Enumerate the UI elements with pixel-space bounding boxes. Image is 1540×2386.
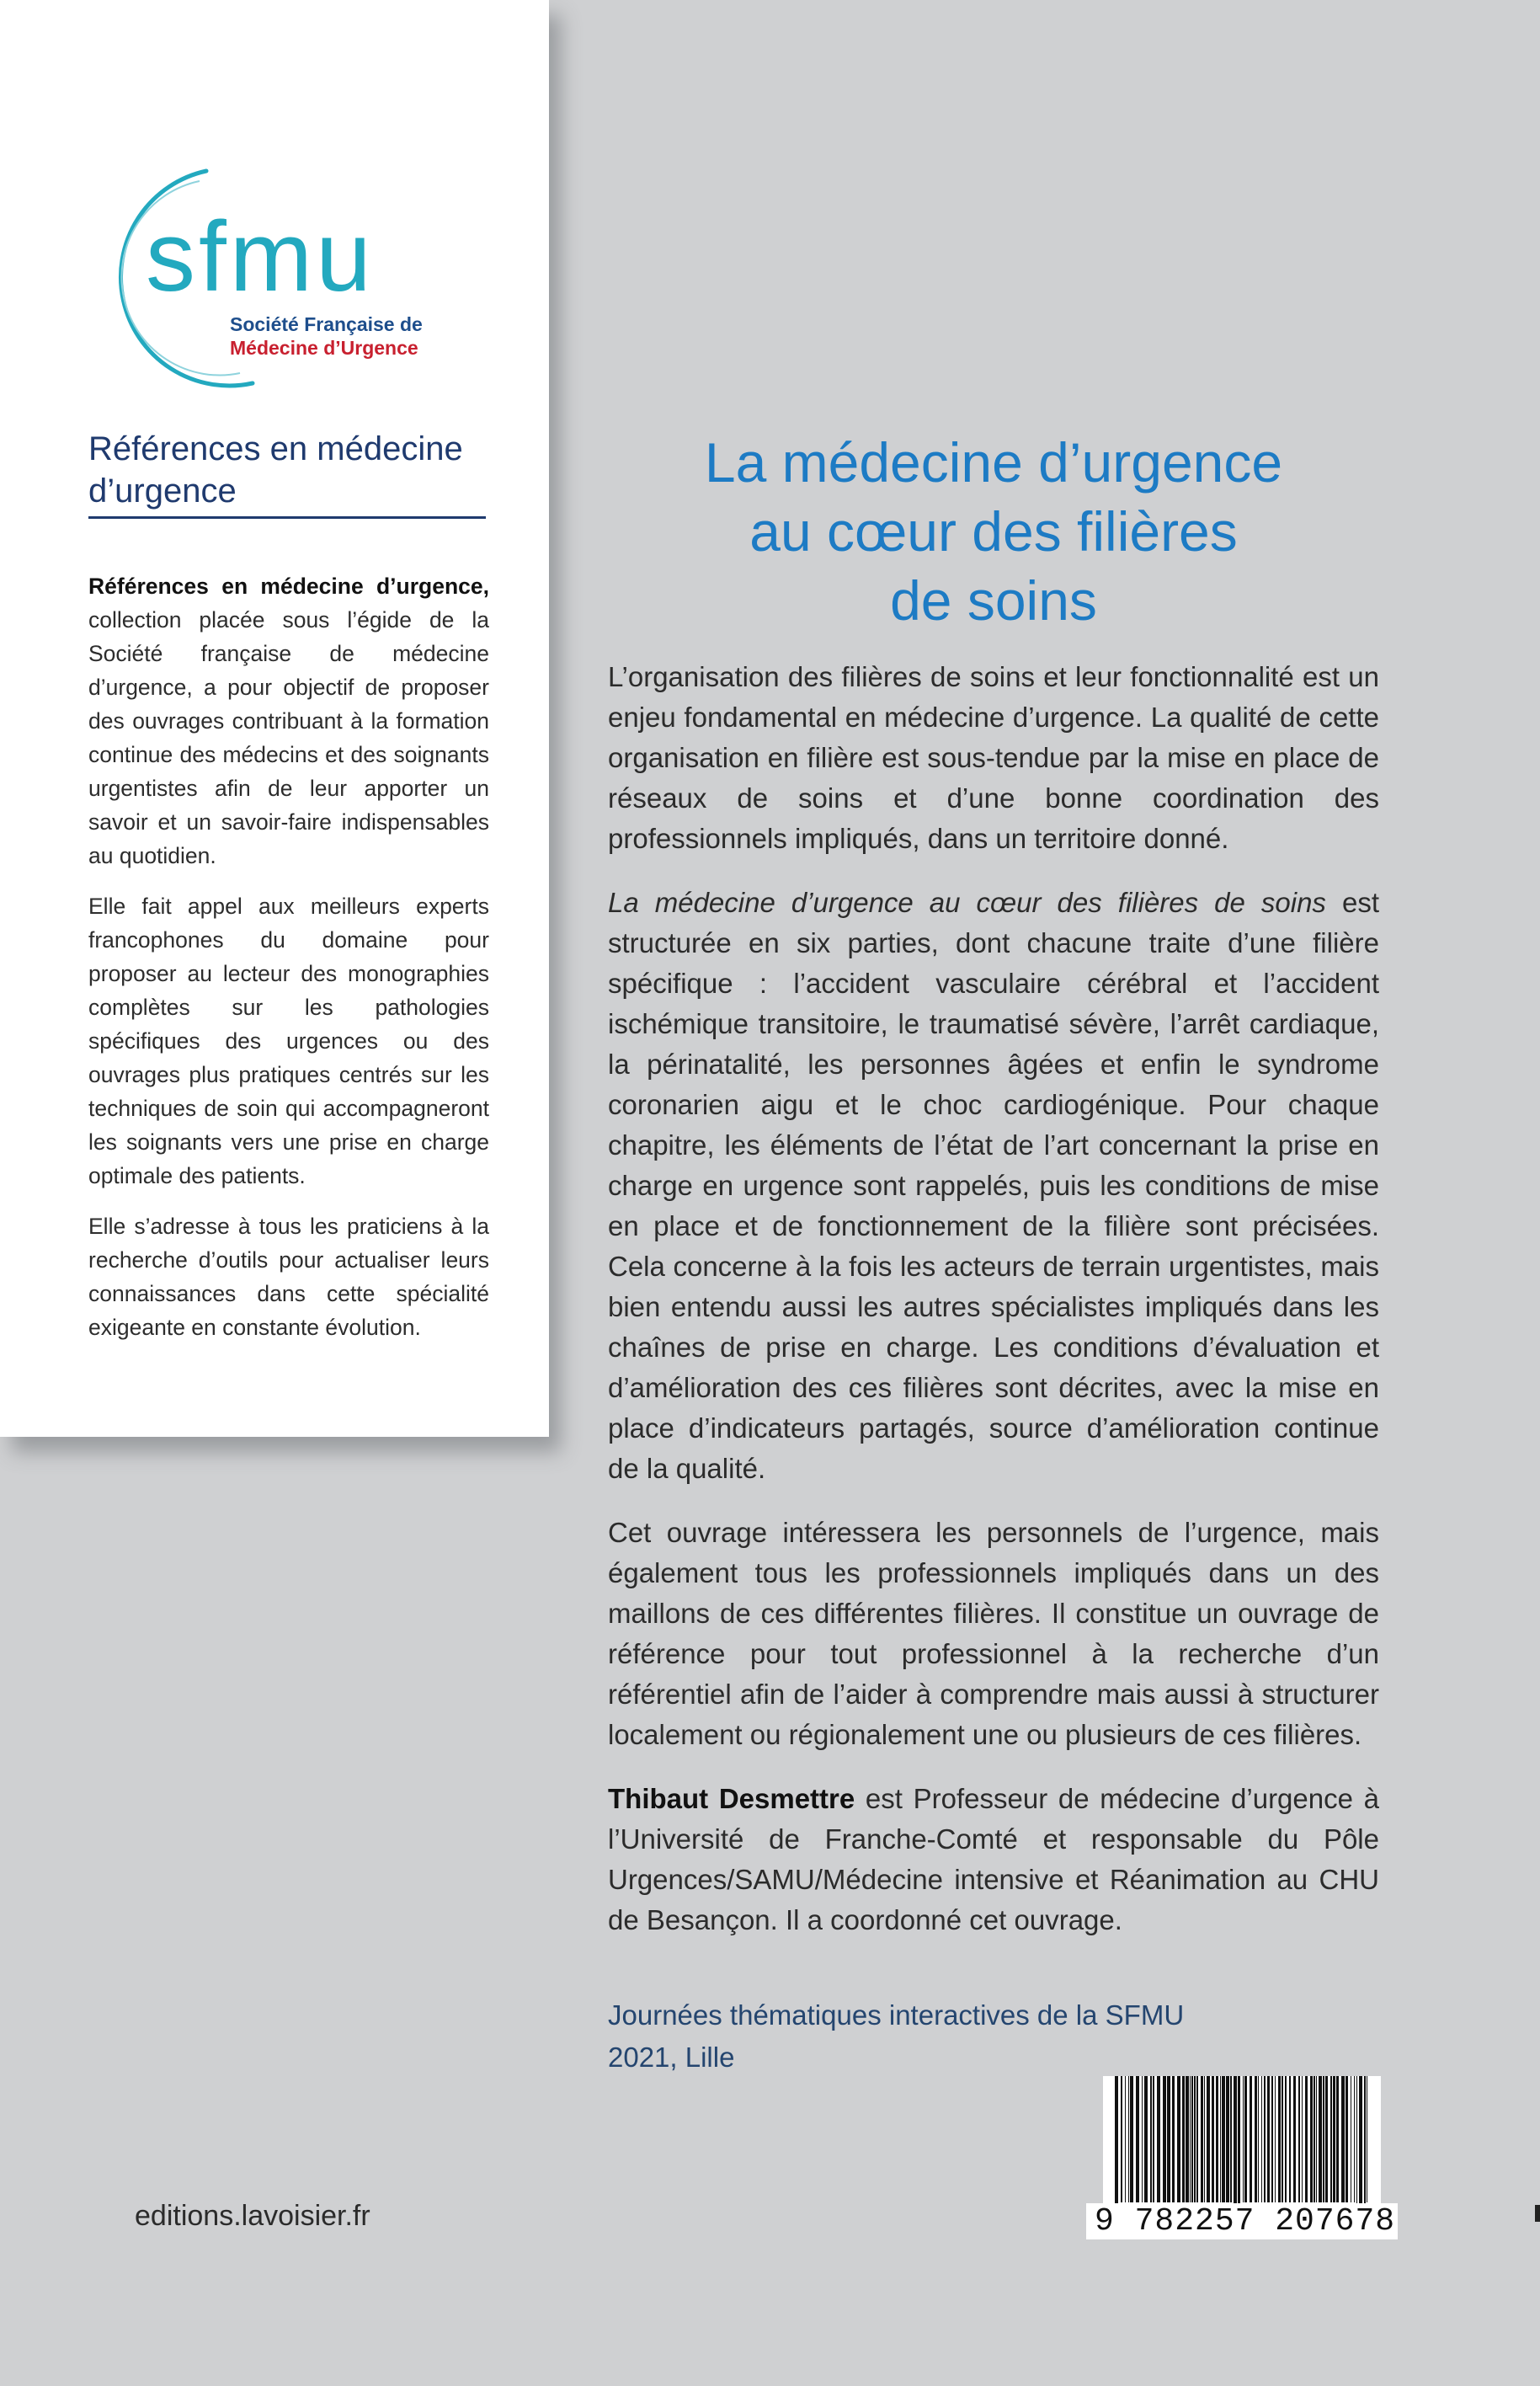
barcode-bar: [1150, 2076, 1152, 2202]
barcode-bar: [1153, 2076, 1154, 2202]
barcode-bar: [1298, 2076, 1300, 2202]
description-paragraph-2: [608, 883, 1379, 1489]
barcode-bar: [1333, 2076, 1335, 2202]
description-paragraph-1: L’organisation des filières de soins et leur fonctionnalité est un enjeu fondamental en médecine d’urgence. La qualité de cette organisation en filière est sous-tendue par la mise en place de réseaux de soins et d’une bonne coordination des professionnels impliqués, dans un territoire donné.: [608, 661, 1379, 854]
collection-name-bold: Références en médecine d’urgence,: [88, 574, 489, 599]
author-bio: [608, 1779, 1379, 1940]
barcode-bar: [1243, 2076, 1244, 2202]
barcode-bar: [1271, 2076, 1273, 2202]
collection-paragraph-2: Elle fait appel aux meilleurs experts francophones du domaine pour proposer au lecteur des monographies complètes sur les pathologies spécifiques des urgences ou des ouvrages plus pratiques centrés sur les techniques de soin qui accompagneront les soignants vers une prise en charge optimale des patients.: [88, 894, 489, 1188]
book-title: [589, 428, 1398, 635]
description-paragraph-3: Cet ouvrage intéressera les personnels de l’urgence, mais également tous les professionnels impliqués dans un des maillons de ces différentes filières. Il constitue un ouvrage de référence pour tout professionnel à la recherche d’un référentiel afin de l’aider à comprendre mais aussi à structurer localement ou régionalement une ou plusieurs de ces filières.: [608, 1517, 1379, 1750]
collection-paragraph-1-text: collection placée sous l’égide de la Société française de médecine d’urgence, a pour objectif de proposer des ouvrages contribuant à la formation continue des médecins et des soignants urgentistes afin de leur apporter un savoir et un savoir-faire indispensables au quotidien.: [88, 607, 489, 868]
author-name: Thibaut Desmettre: [608, 1783, 855, 1814]
barcode-bar: [1316, 2076, 1317, 2202]
barcode-bar: [1144, 2076, 1148, 2202]
barcode-bar: [1302, 2076, 1303, 2202]
barcode-bar: [1220, 2076, 1221, 2202]
barcode-bar: [1182, 2076, 1185, 2202]
barcode-bar: [1177, 2076, 1180, 2202]
barcode-bar: [1142, 2076, 1143, 2202]
barcode-bar: [1330, 2076, 1332, 2202]
book-description: [608, 657, 1379, 1964]
book-title-line-1: La médecine d’urgence: [704, 431, 1283, 494]
book-title-line-2: au cœur des filières: [749, 500, 1238, 563]
barcode-bar: [1204, 2076, 1205, 2202]
barcode-bar: [1314, 2076, 1315, 2202]
barcode-bar: [1172, 2076, 1175, 2202]
barcode-bar: [1244, 2076, 1247, 2202]
barcode-bar: [1121, 2076, 1122, 2202]
barcode-bar: [1216, 2076, 1218, 2202]
collection-paragraph-3: Elle s’adresse à tous les praticiens à la recherche d’outils pour actualiser leurs connaissances dans cette spécialité exigeante en constante évolution.: [88, 1214, 489, 1340]
barcode-bar: [1191, 2076, 1193, 2202]
barcode-bar: [1230, 2076, 1232, 2202]
barcode-bar: [1346, 2076, 1348, 2202]
barcode-bar: [1157, 2076, 1160, 2202]
book-title-line-3: de soins: [890, 569, 1097, 632]
event-line-2: 2021, Lille: [608, 2042, 735, 2073]
collection-paragraph-1: [88, 569, 489, 873]
event-line-1: Journées thématiques interactives de la SFMU: [608, 1999, 1185, 2031]
barcode-bar: [1341, 2076, 1345, 2202]
barcode-bar: [1250, 2076, 1252, 2202]
logo-line1: Société Française de: [230, 313, 423, 335]
barcode-bar: [1226, 2076, 1229, 2202]
barcode-bar: [1278, 2076, 1281, 2202]
barcode-bar: [1130, 2076, 1133, 2202]
barcode-bar: [1305, 2076, 1308, 2202]
barcode-bar: [1267, 2076, 1270, 2202]
barcode-bar: [1293, 2076, 1296, 2202]
barcode-bar: [1167, 2076, 1170, 2202]
barcode-bar: [1275, 2076, 1276, 2202]
barcode-bar: [1163, 2076, 1166, 2202]
collection-description: [88, 569, 489, 1361]
barcode-bar: [1128, 2076, 1129, 2202]
barcode-bar: [1261, 2076, 1262, 2202]
publisher-website: editions.lavoisier.fr: [135, 2200, 370, 2232]
barcode-bar: [1212, 2076, 1214, 2202]
barcode-bar: [1258, 2076, 1259, 2202]
book-title-italic: La médecine d’urgence au cœur des filières de soins: [608, 887, 1326, 918]
description-paragraph-2-text: est structurée en six parties, dont chacune traite d’une filière spécifique : l’accident vasculaire cérébral et l’accident ischémique transitoire, le traumatisé sévère, l’arrêt cardiaque, la périnatalité, les personnes âgées et enfin le syndrome coronarien aigu et le choc cardiogénique. Pour chaque chapitre, les éléments de l’état de l’art concernant la prise en charge en urgence sont rappelés, puis les conditions de mise en place et de fonctionnement de la filière sont précisées. Cela concerne à la fois les acteurs de terrain urgentistes, mais bien entendu aussi les autres spécialistes impliqués dans les chaînes de prise en charge. Les conditions d’évaluation et d’amélioration des ces filières sont décrites, avec la mise en place d’indicateurs partagés, source d’amélioration continue de la qualité.: [608, 887, 1379, 1484]
barcode-bar: [1336, 2076, 1339, 2202]
barcode-bar: [1289, 2076, 1291, 2202]
barcode-bar: [1319, 2076, 1322, 2202]
barcode-bar: [1264, 2076, 1266, 2202]
barcode-bar: [1136, 2076, 1139, 2202]
collection-title: Références en médecine d’urgence: [88, 430, 463, 510]
author-bio-text: est Professeur de médecine d’urgence à l’Université de Franche-Comté et responsable du Pôle Urgences/SAMU/Médecine intensive et Réanimation au CHU de Besançon. Il a coordonné cet ouvrage.: [608, 1783, 1380, 1935]
barcode-bar: [1354, 2076, 1355, 2202]
logo-line2: Médecine d’Urgence: [230, 337, 418, 359]
crop-mark: [1535, 2205, 1540, 2222]
barcode-bar: [1201, 2076, 1203, 2202]
barcode-bar: [1194, 2076, 1196, 2202]
barcode-bar: [1207, 2076, 1210, 2202]
barcode-bar: [1222, 2076, 1225, 2202]
barcode-bar: [1125, 2076, 1126, 2202]
sfmu-logo-graphic: [105, 156, 476, 400]
barcode-bar: [1325, 2076, 1328, 2202]
barcode-bar: [1310, 2076, 1313, 2202]
sfmu-logo: [105, 156, 476, 400]
barcode-bar: [1190, 2076, 1191, 2202]
isbn-number: 9 782257 207678: [1086, 2203, 1398, 2239]
barcode-bar: [1323, 2076, 1324, 2202]
svg-text:sfmu: sfmu: [146, 201, 375, 312]
barcode-bar: [1282, 2076, 1283, 2202]
barcode-bar: [1196, 2076, 1198, 2202]
event-info: [608, 1994, 1282, 2079]
barcode-bar: [1285, 2076, 1287, 2202]
barcode-bar: [1255, 2076, 1257, 2202]
barcode-bar: [1186, 2076, 1189, 2202]
collection-panel: [0, 0, 549, 1437]
collection-title-rule: [88, 516, 486, 519]
